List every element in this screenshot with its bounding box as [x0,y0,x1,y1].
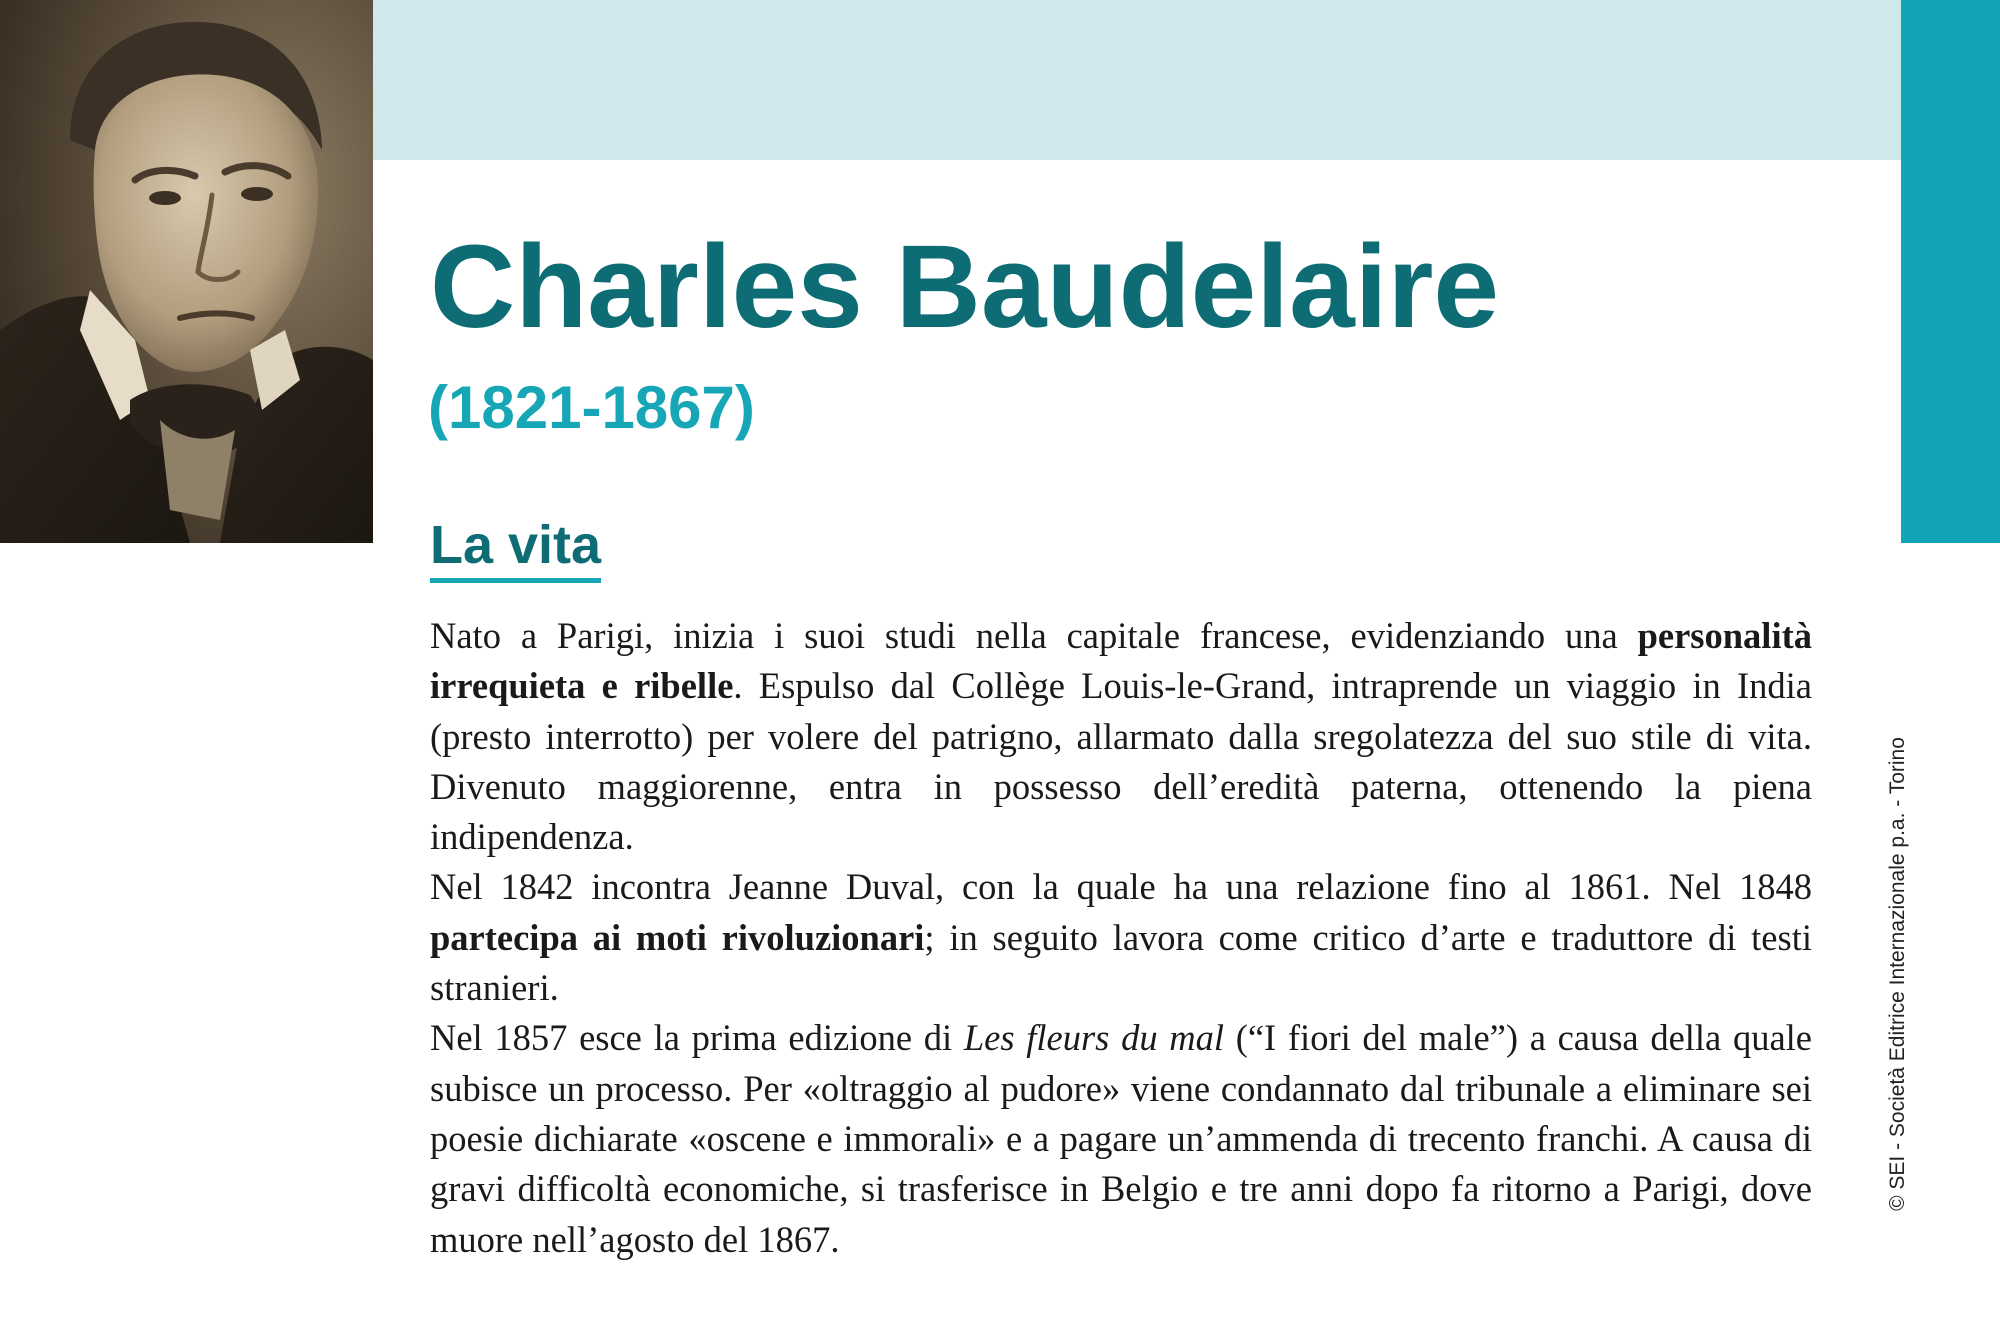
life-dates: (1821-1867) [428,374,755,441]
book-title: Les fleurs du mal [963,1017,1225,1059]
copyright-text: © SEI - Società Editrice Internazionale p.a. - Torino [1886,737,1909,1211]
page-title: Charles Baudelaire [430,221,1500,353]
portrait-photo [0,0,373,543]
text-run: Nato a Parigi, inizia i suoi studi nella capitale francese, evidenziando una [430,615,1638,656]
text-run: Nel 1857 esce la prima edizione di [430,1017,964,1059]
body-text [430,611,1812,1265]
header-band [373,0,1901,160]
text-run: (“I fiori del male”) a causa della quale subisce un processo. Per «oltraggio al pudore» viene condannato dal tribunale a eliminare sei poesie dichiarate «oscene e immorali» e a pagare un’ammenda di trecento franchi. A causa di gravi difficoltà economiche, si trasferisce in Belgio e tre anni dopo fa ritorno a Parigi, dove muore nell’agosto del 1867. [430,1017,1812,1260]
bold-phrase: partecipa ai moti rivoluzionari [430,916,925,958]
paragraph-3 [430,1013,1812,1264]
paragraph-2 [430,862,1812,1013]
text-run: Nel 1842 incontra Jeanne Duval, con la quale ha una relazione fino al 1861. Nel 1848 [430,866,1812,908]
text-run: . Espulso dal Collège Louis-le-Grand, intraprende un viaggio in India (presto interrotto) per volere del patrigno, allarmato dalla sregolatezza del suo stile di vita. Divenuto maggiorenne, entra in possesso dell’eredità paterna, ottenendo la piena indipendenza. [430,665,1812,858]
text-run: ; in seguito lavora come critico d’arte e traduttore di testi stranieri. [430,916,1812,1009]
section-heading: La vita [430,518,601,583]
paragraph-1 [430,611,1812,862]
side-accent-bar [1901,0,2000,543]
bold-phrase: personalità irrequieta e ribelle [430,615,1812,707]
